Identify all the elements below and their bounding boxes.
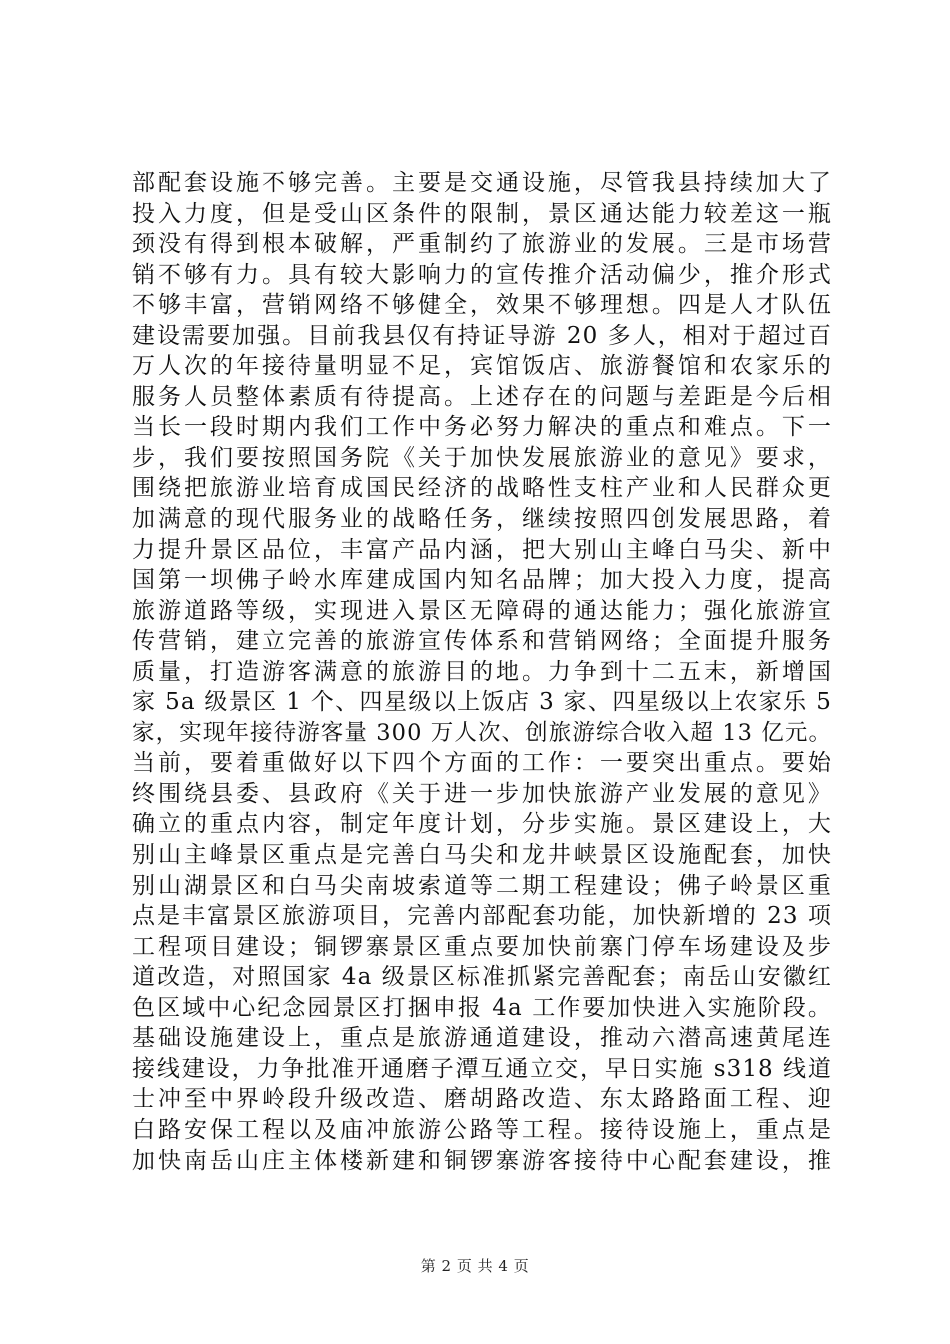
text-line: 部配套设施不够完善。主要是交通设施，尽管我县持续加大了 — [132, 170, 832, 196]
text-line: 确立的重点内容，制定年度计划，分步实施。景区建设上，大 — [132, 811, 832, 838]
text-line: 道改造，对照国家 4a 级景区标准抓紧完善配套；南岳山安徽红 — [132, 964, 832, 991]
text-line: 建设需要加强。目前我县仅有持证导游 20 多人，相对于超过百 — [132, 322, 832, 349]
text-line: 步，我们要按照国务院《关于加快发展旅游业的意见》要求， — [132, 444, 832, 471]
text-line: 点是丰富景区旅游项目，完善内部配套功能，加快新增的 23 项 — [132, 903, 832, 930]
text-line: 士冲至中界岭段升级改造、磨胡路改造、东太路路面工程、迎 — [132, 1086, 832, 1113]
text-line: 接线建设，力争批准开通磨子潭互通立交，早日实施 s318 线道 — [132, 1055, 832, 1082]
text-line: 力提升景区品位，丰富产品内涵，把大别山主峰白马尖、新中 — [132, 536, 832, 563]
text-line: 终围绕县委、县政府《关于进一步加快旅游产业发展的意见》 — [132, 780, 832, 807]
text-line: 工程项目建设；铜锣寨景区重点要加快前寨门停车场建设及步 — [132, 933, 832, 960]
text-line: 家，实现年接待游客量 300 万人次、创旅游综合收入超 13 亿元。 — [132, 719, 832, 746]
text-line: 加快南岳山庄主体楼新建和铜锣寨游客接待中心配套建设，推 — [132, 1147, 832, 1174]
text-line: 当前，要着重做好以下四个方面的工作：一要突出重点。要始 — [132, 750, 832, 777]
text-line: 国第一坝佛子岭水库建成国内知名品牌；加大投入力度，提高 — [132, 567, 832, 594]
text-line: 白路安保工程以及庙冲旅游公路等工程。接待设施上，重点是 — [132, 1116, 832, 1143]
text-line: 别山主峰景区重点是完善白马尖和龙井峡景区设施配套，加快 — [132, 842, 832, 869]
text-line: 加满意的现代服务业的战略任务，继续按照四创发展思路，着 — [132, 506, 832, 533]
page-number-footer: 第 2 页 共 4 页 — [420, 1257, 530, 1275]
text-line: 万人次的年接待量明显不足，宾馆饭店、旅游餐馆和农家乐的 — [132, 353, 832, 380]
text-line: 基础设施建设上，重点是旅游通道建设，推动六潜高速黄尾连 — [132, 1025, 832, 1052]
text-line: 投入力度，但是受山区条件的限制，景区通达能力较差这一瓶 — [132, 200, 832, 227]
text-line: 销不够有力。具有较大影响力的宣传推介活动偏少，推介形式 — [132, 261, 832, 288]
text-line: 质量，打造游客满意的旅游目的地。力争到十二五末，新增国 — [132, 658, 832, 685]
text-line: 当长一段时期内我们工作中务必努力解决的重点和难点。下一 — [132, 414, 832, 441]
text-line: 颈没有得到根本破解，严重制约了旅游业的发展。三是市场营 — [132, 231, 832, 258]
text-line: 旅游道路等级，实现进入景区无障碍的通达能力；强化旅游宣 — [132, 597, 832, 624]
text-line: 不够丰富，营销网络不够健全，效果不够理想。四是人才队伍 — [132, 292, 832, 319]
text-line: 传营销，建立完善的旅游宣传体系和营销网络；全面提升服务 — [132, 628, 832, 655]
text-line: 别山湖景区和白马尖南坡索道等二期工程建设；佛子岭景区重 — [132, 872, 832, 899]
text-line: 服务人员整体素质有待提高。上述存在的问题与差距是今后相 — [132, 383, 832, 410]
body-text — [132, 168, 832, 1176]
text-line: 家 5a 级景区 1 个、四星级以上饭店 3 家、四星级以上农家乐 5 — [132, 689, 832, 716]
text-line: 色区域中心纪念园景区打捆申报 4a 工作要加快进入实施阶段。 — [132, 994, 832, 1021]
text-line: 围绕把旅游业培育成国民经济的战略性支柱产业和人民群众更 — [132, 475, 832, 502]
